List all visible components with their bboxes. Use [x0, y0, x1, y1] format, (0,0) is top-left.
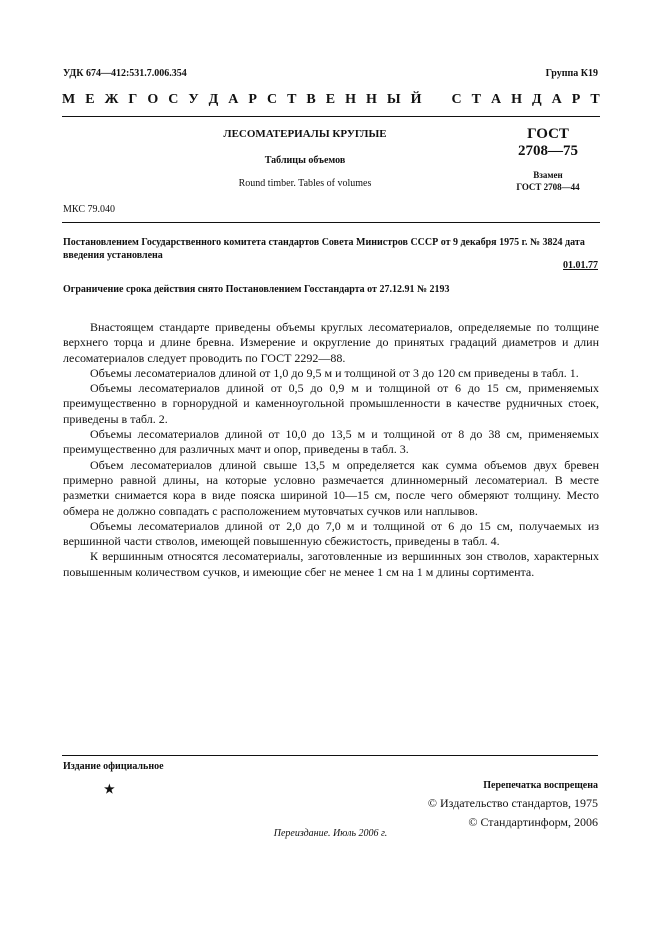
mks-code: МКС 79.040 — [63, 204, 115, 215]
reprint-prohibited-label: Перепечатка воспрещена — [483, 780, 598, 791]
band-letter: У — [188, 92, 199, 107]
document-title: ЛЕСОМАТЕРИАЛЫ КРУГЛЫЕ — [223, 128, 387, 140]
band-letter: С — [168, 92, 179, 107]
band-letter: М — [62, 92, 76, 107]
udk-code: УДК 674—412:531.7.006.354 — [63, 68, 187, 79]
gost-number: 2708—75 — [518, 143, 578, 159]
band-letter: Т — [471, 92, 481, 107]
reissue-note: Переиздание. Июль 2006 г. — [273, 828, 388, 839]
band-letter: Ы — [386, 92, 401, 107]
band-letter: А — [491, 92, 502, 107]
star-icon: ★ — [104, 782, 115, 796]
footer-divider — [62, 755, 598, 756]
document-subtitle: Таблицы объемов — [264, 155, 346, 166]
copyright-publisher: © Издательство стандартов, 1975 — [427, 796, 598, 810]
interstate-standard-band — [62, 92, 600, 108]
replaces-label: Взамен — [533, 170, 563, 180]
band-letter: Й — [410, 92, 422, 107]
paragraph: Объемы лесоматериалов длиной от 2,0 до 7,0 м и толщиной от 6 до 15 см, получаемых из вершинной части стволов, имеющей повышенную сбежистость, приведены в табл. 4. — [63, 518, 599, 549]
band-letter: Р — [571, 92, 581, 107]
paragraph: Объем лесоматериалов длиной свыше 13,5 м определяется как сумма объемов двух бревен примерно равной длины, на которые условно размечается длинномерный лесоматериал. В месте разметки снимается кора в виде пояска шириной 10—15 см, после чего обмеряют толщину. Место обмера не должно совпадать с расположением мутовчатых сучков или наплывов. — [63, 457, 599, 518]
band-letter: Н — [345, 92, 356, 107]
band-letter: А — [551, 92, 562, 107]
document-title-english: Round timber. Tables of volumes — [238, 178, 372, 189]
group-code: Группа К19 — [545, 68, 598, 79]
top-divider — [62, 116, 600, 117]
band-letter: Т — [590, 92, 600, 107]
middle-divider — [62, 222, 600, 223]
band-letter: О — [147, 92, 159, 107]
paragraph: Объемы лесоматериалов длиной от 1,0 до 9,5 м и толщиной от 3 до 120 см приведены в табл. 1. — [90, 365, 579, 380]
official-edition-label: Издание официальное — [63, 761, 164, 772]
paragraph: Объемы лесоматериалов длиной от 10,0 до 13,5 м и толщиной от 8 до 38 см, применяемых преимущественно для различных мачт и опор, приведены в табл. 3. — [63, 427, 599, 457]
band-letter: Ж — [104, 92, 119, 107]
band-letter: В — [306, 92, 316, 107]
band-letter: С — [266, 92, 278, 107]
decree-text: Постановлением Государственного комитета стандартов Совета Министров СССР от 9 декабря 1975 г. № 3824 дата введения установлена — [63, 237, 585, 261]
copyright-standartinform: © Стандартинформ, 2006 — [468, 815, 598, 829]
band-letter: Н — [511, 92, 523, 107]
paragraph: К вершинным относятся лесоматериалы, заготовленные из вершинных зон стволов, характерных повышенным количеством сучков, и имеющие сбег не менее 1 см на 1 м длины сортимента. — [63, 549, 599, 579]
body-text — [63, 320, 599, 580]
paragraph: Объемы лесоматериалов длиной от 0,5 до 0,9 м и толщиной от 6 до 15 см, применяемых преимущественно в горнорудной и каменноугольной промышленности в качестве рудничных стоек, приведены в табл. 2. — [63, 381, 599, 426]
band-letter: Е — [325, 92, 336, 107]
introduction-date: 01.01.77 — [563, 260, 598, 271]
band-letter: Д — [532, 92, 542, 107]
band-letter: Д — [208, 92, 219, 107]
band-letter: Е — [85, 92, 95, 107]
band-letter: Т — [287, 92, 297, 107]
band-letter: А — [228, 92, 239, 107]
replaces-number: ГОСТ 2708—44 — [516, 182, 580, 192]
band-letter: Н — [366, 92, 377, 107]
band-letter: Р — [248, 92, 257, 107]
gost-label: ГОСТ — [527, 126, 569, 142]
paragraph: Внастоящем стандарте приведены объемы круглых лесоматериалов, определяемые по толщине верхнего торца и длине бревна. Измерение и округление до принятых градаций диаметров и длин лесоматериалов следует проводить по ГОСТ 2292—88. — [63, 320, 599, 365]
limitation-note: Ограничение срока действия снято Постановлением Госстандарта от 27.12.91 № 2193 — [63, 284, 450, 295]
band-letter: С — [451, 92, 462, 107]
band-letter: Г — [128, 92, 138, 107]
